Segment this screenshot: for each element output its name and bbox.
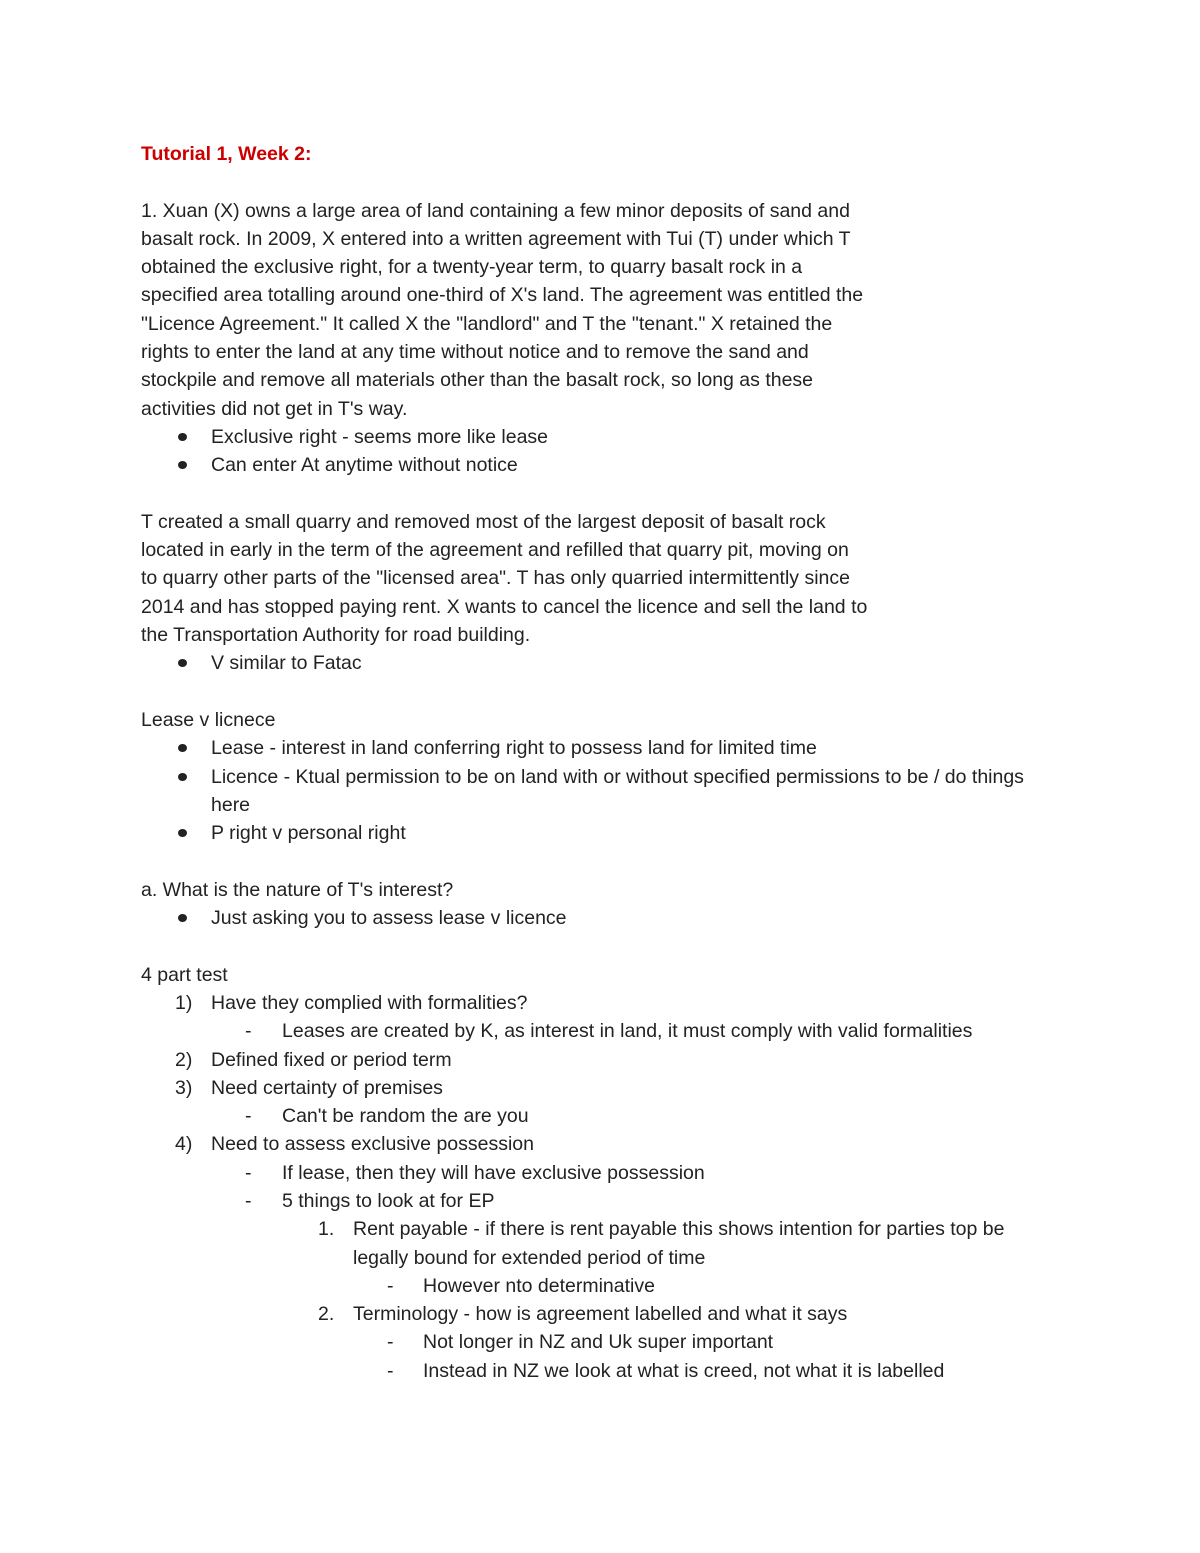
list-item: V similar to Fatac	[141, 649, 1061, 677]
list-item: Licence - Ktual permission to be on land with or without specified permissions to be / do things here	[141, 763, 1061, 820]
text-line: basalt rock. In 2009, X entered into a written agreement with Tui (T) under which T	[141, 227, 851, 250]
question-a-notes	[141, 904, 1061, 932]
question-1-notes	[141, 423, 1061, 480]
text-line: obtained the exclusive right, for a twenty-year term, to quarry basalt rock in a	[141, 256, 803, 279]
bullet-icon	[178, 829, 187, 837]
bullet-icon	[178, 744, 187, 752]
bullet-icon	[178, 659, 187, 667]
text-line: T created a small quarry and removed most of the largest deposit of basalt rock	[141, 510, 826, 533]
text-line: "Licence Agreement." It called X the "landlord" and T the "tenant." X retained the	[141, 312, 833, 335]
facts-paragraph	[141, 508, 1061, 649]
list-item: - 5 things to look at for EP	[245, 1189, 495, 1212]
list-item: 3) Need certainty of premises	[175, 1076, 443, 1099]
spacer	[141, 678, 1061, 706]
text-line: stockpile and remove all materials other than the basalt rock, so long as these	[141, 369, 814, 392]
list-item: - If lease, then they will have exclusive possession	[245, 1161, 705, 1184]
list-item: Just asking you to assess lease v licence	[141, 904, 1061, 932]
list-item: 2) Defined fixed or period term	[175, 1048, 452, 1071]
list-item: - Can't be random the are you	[245, 1105, 529, 1128]
list-item: P right v personal right	[141, 819, 1061, 847]
text-line: the Transportation Authority for road building.	[141, 624, 531, 647]
list-item: Exclusive right - seems more like lease	[141, 423, 1061, 451]
text-line: specified area totalling around one-third of X's land. The agreement was entitled the	[141, 284, 864, 307]
list-item: Lease - interest in land conferring right to possess land for limited time	[141, 734, 1061, 762]
list-item: - Instead in NZ we look at what is creed, not what it is labelled	[387, 1359, 945, 1382]
section-heading: Lease v licnece	[141, 708, 276, 731]
document-title: Tutorial 1, Week 2:	[141, 143, 312, 165]
lease-notes	[141, 734, 1061, 847]
question-1-paragraph	[141, 197, 1061, 423]
list-item: - Leases are created by K, as interest in land, it must comply with valid formalities	[245, 1020, 973, 1043]
list-item: - Not longer in NZ and Uk super important	[387, 1331, 774, 1354]
list-item: 4) Need to assess exclusive possession	[175, 1133, 534, 1156]
test-heading: 4 part test	[141, 963, 228, 986]
text-line: to quarry other parts of the "licensed area". T has only quarried intermittently since	[141, 567, 850, 590]
list-item: Can enter At anytime without notice	[141, 451, 1061, 479]
text-line: 1. Xuan (X) owns a large area of land containing a few minor deposits of sand and	[141, 199, 850, 222]
four-part-test-list	[141, 989, 1061, 1385]
text-line: located in early in the term of the agreement and refilled that quarry pit, moving on	[141, 539, 849, 562]
list-item: 2. Terminology - how is agreement labelled and what it says	[318, 1303, 848, 1326]
spacer	[141, 480, 1061, 508]
facts-notes	[141, 649, 1061, 677]
list-item: - However nto determinative	[387, 1274, 655, 1297]
spacer	[141, 932, 1061, 960]
text-line: rights to enter the land at any time without notice and to remove the sand and	[141, 341, 809, 364]
bullet-icon	[178, 461, 187, 469]
bullet-icon	[178, 914, 187, 922]
question-a-heading: a. What is the nature of T's interest?	[141, 878, 454, 901]
list-item: 1) Have they complied with formalities?	[175, 991, 528, 1014]
list-item: 1. Rent payable - if there is rent payable this shows intention for parties top be legally bound for extended period of time	[318, 1218, 1005, 1269]
text-line: activities did not get in T's way.	[141, 397, 408, 420]
document-page	[141, 140, 1061, 1385]
text-line: 2014 and has stopped paying rent. X wants to cancel the licence and sell the land to	[141, 595, 868, 618]
spacer	[141, 847, 1061, 875]
bullet-icon	[178, 433, 187, 441]
bullet-icon	[178, 773, 187, 781]
